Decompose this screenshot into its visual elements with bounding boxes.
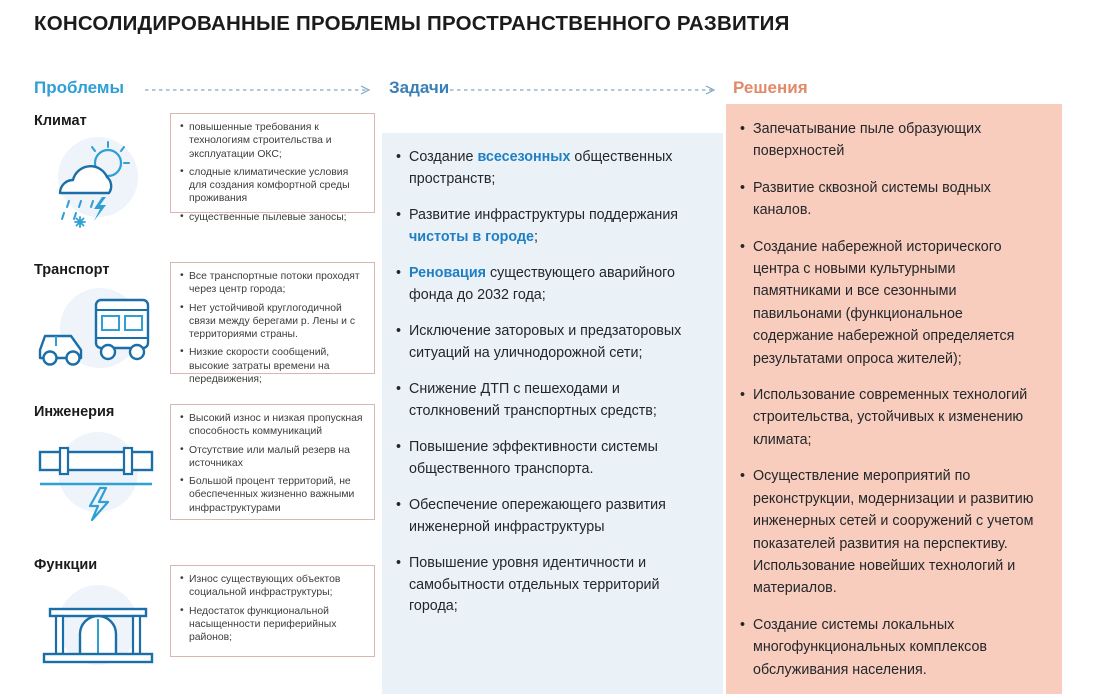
problem-label-climate: Климат	[34, 113, 87, 129]
solution-item: • Осуществление мероприятий по реконструкции, модернизации и развитию инженерных сетей и сооружений с учетом показателей развития на перспективу. Использование новейших технологий и материалов.	[740, 465, 1046, 599]
list-item: • Высокий износ и низкая пропускная способность коммуникаций	[180, 412, 365, 439]
list-item: • Износ существующих объектов социальной инфраструктуры;	[180, 573, 365, 600]
problem-block-climate	[34, 113, 160, 231]
list-item: • повышенные требования к технологиям строительства и эксплуатации ОКС;	[180, 121, 365, 161]
solution-item: • Развитие сквозной системы водных каналов.	[740, 177, 1046, 222]
task-text: Создание	[409, 149, 478, 165]
problem-label-functions: Функции	[34, 557, 98, 573]
list-item: • Недостаток функциональной насыщенности периферийных районов;	[180, 605, 365, 645]
bus-car-icon	[34, 284, 160, 380]
task-highlight: чистоты в городе	[409, 228, 534, 245]
column-header-tasks: Задачи	[389, 78, 450, 97]
task-text: Обеспечение опережающего развития инженерной инфраструктуры	[409, 497, 666, 535]
task-text: Снижение ДТП с пешеходами и столкновений транспортных средств;	[409, 381, 657, 419]
task-item	[396, 205, 707, 248]
problem-list-transport	[180, 270, 365, 386]
task-text: Развитие инфраструктуры поддержания	[409, 207, 679, 223]
solutions-panel	[726, 104, 1062, 694]
problem-list-functions	[180, 573, 365, 644]
civic-building-icon	[34, 579, 160, 675]
page-title: КОНСОЛИДИРОВАННЫЕ ПРОБЛЕМЫ ПРОСТРАНСТВЕННОГО РАЗВИТИЯ	[34, 12, 790, 35]
list-item: • Большой процент территорий, не обеспеченных жизненно важными инфраструктурами	[180, 475, 365, 515]
problem-block-engineering	[34, 404, 160, 522]
list-item: • слодные климатические условия для создания комфортной среды проживания	[180, 166, 365, 206]
task-item	[396, 379, 707, 422]
problem-block-transport	[34, 262, 160, 380]
solutions-list	[740, 118, 1046, 681]
tasks-list	[396, 147, 707, 618]
task-item	[396, 321, 707, 364]
column-header-solutions: Решения	[733, 78, 808, 97]
task-text: ;	[533, 228, 538, 245]
solution-item: • Использование современных технологий строительства, устойчивых к изменению климата;	[740, 384, 1046, 451]
problem-block-functions	[34, 557, 160, 675]
solution-item: • Запечатывание пыле образующих поверхностей	[740, 118, 1046, 163]
problem-label-transport: Транспорт	[34, 262, 110, 278]
list-item: • Низкие скорости сообщений, высокие затраты времени на передвижения;	[180, 346, 365, 386]
list-item: • существенные пылевые заносы;	[180, 211, 365, 224]
solution-item: • Создание набережной исторического центра с новыми культурными памятниками и все сезонными павильонами (функциональное содержание набережной определяется результатами опроса жителей);	[740, 236, 1046, 370]
problem-box-transport	[170, 262, 375, 386]
arrow-problems-to-tasks	[145, 85, 377, 95]
list-item: • Все транспортные потоки проходят через центр города;	[180, 270, 365, 297]
weather-cloud-sun-icon	[34, 135, 160, 231]
problem-box-engineering	[170, 404, 375, 520]
task-text: Повышение эффективности системы общественного транспорта.	[409, 439, 658, 477]
solution-item: • Создание системы локальных многофункциональных комплексов обслуживания населения.	[740, 614, 1046, 681]
task-text: существующего аварийного фонда до 2032 года;	[409, 265, 675, 303]
tasks-panel	[382, 133, 723, 694]
task-text: Исключение заторовых и предзаторовых ситуаций на уличнодорожной сети;	[409, 323, 682, 361]
arrow-tasks-to-solutions	[450, 85, 722, 95]
task-highlight: Реновация	[409, 265, 486, 281]
task-highlight: всесезонных	[477, 149, 571, 165]
column-header-problems: Проблемы	[34, 78, 124, 97]
problem-box-functions	[170, 565, 375, 657]
list-item: • Нет устойчивой круглогодичной связи между берегами р. Лены и с территориями страны.	[180, 302, 365, 342]
pipe-power-icon	[34, 426, 160, 522]
problem-list-climate	[180, 121, 365, 224]
task-text: Повышение уровня идентичности и самобытности отдельных территорий города;	[409, 555, 660, 614]
problem-box-climate	[170, 113, 375, 223]
task-item	[396, 553, 707, 618]
list-item: • Отсутствие или малый резерв на источниках	[180, 444, 365, 471]
task-item	[396, 495, 707, 538]
task-item	[396, 263, 707, 306]
task-text: общественных пространств;	[409, 149, 673, 187]
task-item	[396, 437, 707, 480]
task-item	[396, 147, 707, 190]
problem-list-engineering	[180, 412, 365, 515]
problem-label-engineering: Инженерия	[34, 404, 115, 420]
